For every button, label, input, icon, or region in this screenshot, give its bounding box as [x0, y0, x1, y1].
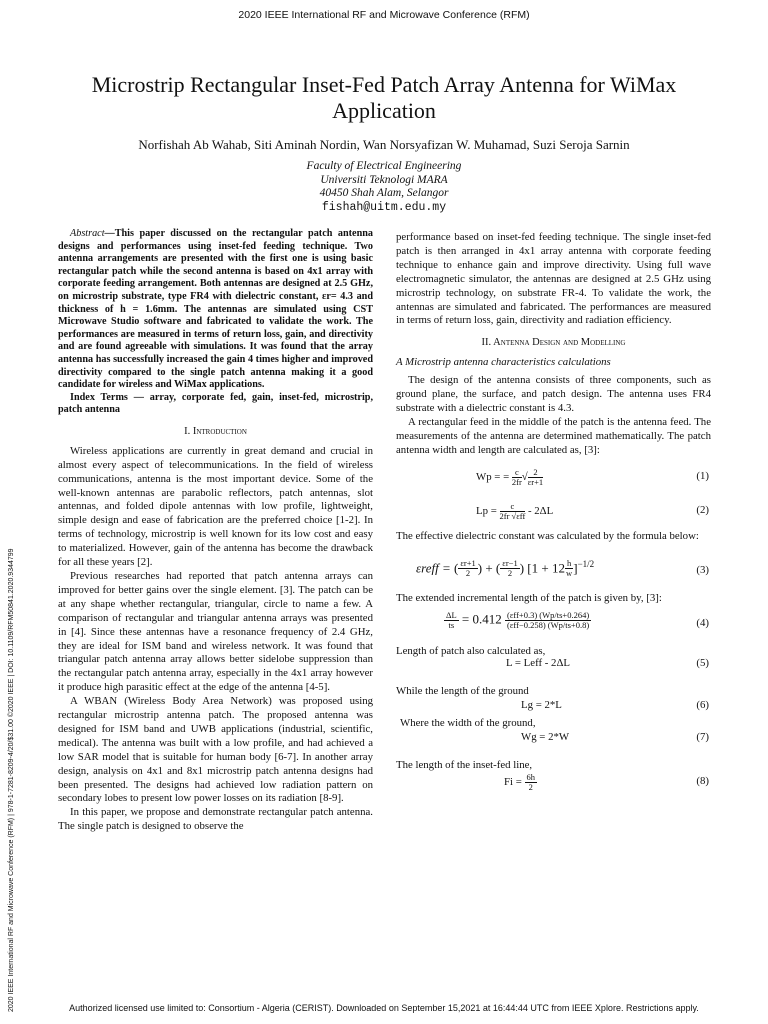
license-footer: Authorized licensed use limited to: Consortium - Algeria (CERIST). Downloaded on September 15,2021 at 16:44:44 UTC from IEEE Xplore. Restrictions apply.: [69, 1003, 699, 1013]
right-column: [396, 231, 711, 801]
equation-number: (2): [696, 503, 709, 516]
intro-continued: performance based on inset-fed feeding technique. The single inset-fed patch is then arranged in 4x1 array antenna with corporate feeding technique to enhance gain and improve directivity. Using full wave electromagnetic simulator, the antennas are designed at 2.5 GHz using microstrip technology, on substrate FR-4. To validate the work, the antennas are simulated and fabricated. The performances are measured in terms of return loss, gain, directivity and radiation efficiency.: [396, 231, 711, 327]
equation-2: Lp = $\frac{c}{\text{2fr √εff}}$ - 2ΔL (2): [476, 500, 709, 521]
equation-8: Fi = $\frac{6h}{2}$ (8): [504, 772, 709, 793]
design-paragraph-8: The length of the inset-fed line,: [396, 759, 533, 772]
conference-header: 2020 IEEE International RF and Microwave Conference (RFM): [238, 9, 530, 21]
equation-number: (7): [696, 731, 709, 744]
doi-sidebar: 2020 IEEE International RF and Microwave Conference (RFM) | 978-1-7281-8209-4/20/$31.00 ©2020 IEEE | DOI: 10.1109/RFM50841.2020.9344799: [8, 548, 15, 1012]
section-heading-design: II. Antenna Design and Modelling: [481, 337, 626, 349]
equation-4: $\frac{\Delta L}{ts}$ = 0.412 $\frac{\text{(εff+0.3) (Wp/ts+0.264)}}{\text{(εff−0.258) (Wp/ts+0.8)}}$ (4): [446, 610, 709, 631]
subsection-heading: A Microstrip antenna characteristics calculations: [396, 356, 611, 369]
abstract-text: —This paper discussed on the rectangular patch antenna designs and performances using inset-fed feeding technique. Two antenna arrangements are presented with the first one is using basic rectangular patch while the second antenna is based on 4x1 array with corporate feeding arrangement. Both antennas are designed at 2.5 GHz, on microstrip substrate, type FR4 with dielectric constant, εr= 4.3 and thickness of h = 1.6mm. The antennas are simulated using CST Microwave Studio software and fabricated to validate the work. The performances are measured in terms of return loss, gain, and directivity and are found agreeable with simulations. It was found that the array antenna has successfully increased the gain 4 times higher and improved directivity compared to the single patch antenna making it a good candidate for wireless and WiMax applications.: [58, 228, 373, 391]
author-email[interactable]: fishah@uitm.edu.my: [321, 200, 447, 214]
section-heading-introduction: I. Introduction: [184, 425, 247, 437]
equation-7: Wg = 2*W (7): [521, 731, 709, 744]
design-paragraph-1: The design of the antenna consists of three components, such as ground plane, the surface, and patch design. The antenna uses FR4 substrate with a dielectric constant is 4.3.: [396, 374, 711, 414]
left-column: [58, 228, 373, 834]
equation-number: (6): [696, 699, 709, 712]
design-paragraph-4: The extended incremental length of the patch is given by, [3]:: [396, 591, 662, 604]
design-paragraph-5: Length of patch also calculated as,: [396, 645, 546, 658]
design-paragraph-3: The effective dielectric constant was calculated by the formula below:: [396, 529, 699, 542]
abstract: [58, 228, 373, 392]
equation-number: (1): [696, 469, 709, 482]
author-list: Norfishah Ab Wahab, Siti Aminah Nordin, Wan Norsyafizan W. Muhamad, Suzi Seroja Sarnin: [138, 137, 630, 152]
design-paragraph-7: Where the width of the ground,: [400, 717, 536, 730]
affiliation: [200, 160, 568, 214]
affiliation-university: Universiti Teknologi MARA: [320, 173, 448, 186]
equation-5: L = Leff - 2ΔL (5): [506, 657, 709, 670]
intro-paragraph-3: A WBAN (Wireless Body Area Network) was proposed using rectangular microstrip antenna patch. The proposed antenna was designed for ISM band and UWB applications (industrial, scientific, medical). The antenna was built with a low profile, and had achieved a low SAR model that is suitable for human body [6-7]. In another array design, analysis on 4x1 and 8x1 microstrip patch antenna designs had been presented. The designs had achieved low radiation pattern on secondary lobes to present low power losses on its radiation [8-9].: [58, 695, 373, 805]
equation-number: (3): [696, 563, 709, 576]
affiliation-faculty: Faculty of Electrical Engineering: [306, 160, 462, 172]
abstract-label: Abstract: [70, 228, 105, 239]
intro-paragraph-4: In this paper, we propose and demonstrate rectangular patch antenna. The single patch is designed to observe the: [58, 806, 373, 833]
affiliation-address: 40450 Shah Alam, Selangor: [319, 187, 449, 199]
design-paragraph-6: While the length of the ground: [396, 685, 529, 698]
equation-number: (8): [696, 775, 709, 788]
equation-1: Wp = = $\frac{c}{2fr}$ √ $\frac{2}{\varepsilon r+1}$ (1): [476, 466, 709, 487]
equation-3: εreff = ( $\frac{\varepsilon r+1}{2}$ ) + ( $\frac{\varepsilon r-1}{2}$ ) [1 + 12 $\frac{h}{w}$ ]$^{-1/2}$ (3): [416, 558, 709, 579]
paper-title: Microstrip Rectangular Inset-Fed Patch Array Antenna for WiMax Application: [91, 72, 677, 123]
equation-6: Lg = 2*L (6): [521, 699, 709, 712]
intro-paragraph-1: Wireless applications are currently in great demand and crucial in almost every aspect of telecommunications. In the field of wireless communications, antenna is the most important device. Some of the well-known antennas are parabolic reflectors, patch antennas, slot antennas, and folded dipole antennas with low profile, lightweight, simple design and ease of fabrication are the preferred choice [1-2]. In terms of technology, microstrip is well known for its low cost and easy to materialized. However, gain of the antenna has become the drawback for all these years [2].: [58, 444, 373, 569]
intro-paragraph-2: Previous researches had reported that patch antenna arrays can improved for better gains over the single element. [3]. The patch can be at any shape whether rectangular, triangular, circle to name a few. A comparison of rectangular and triangular antenna arrays was presented in [4]. Since these antennas have a resonance frequency of 2.4 GHz, they are ideal for ISM band and wireless network. It was found that triangular patch antenna array allows better sidelobe suppression than the rectangular patch antenna array, especially in the 4x1 array however it produce high parasitic effect at the edge of the antenna [4-5].: [58, 569, 373, 694]
equation-number: (5): [696, 657, 709, 670]
design-paragraph-2: A rectangular feed in the middle of the patch is the antenna feed. The measurements of the antenna are determined mathematically. The patch antenna width and length are calculated as, [3]:: [396, 415, 711, 456]
index-terms: Index Terms — array, corporate fed, gain, inset-fed, microstrip, patch antenna: [58, 391, 373, 416]
equation-number: (4): [696, 617, 709, 630]
